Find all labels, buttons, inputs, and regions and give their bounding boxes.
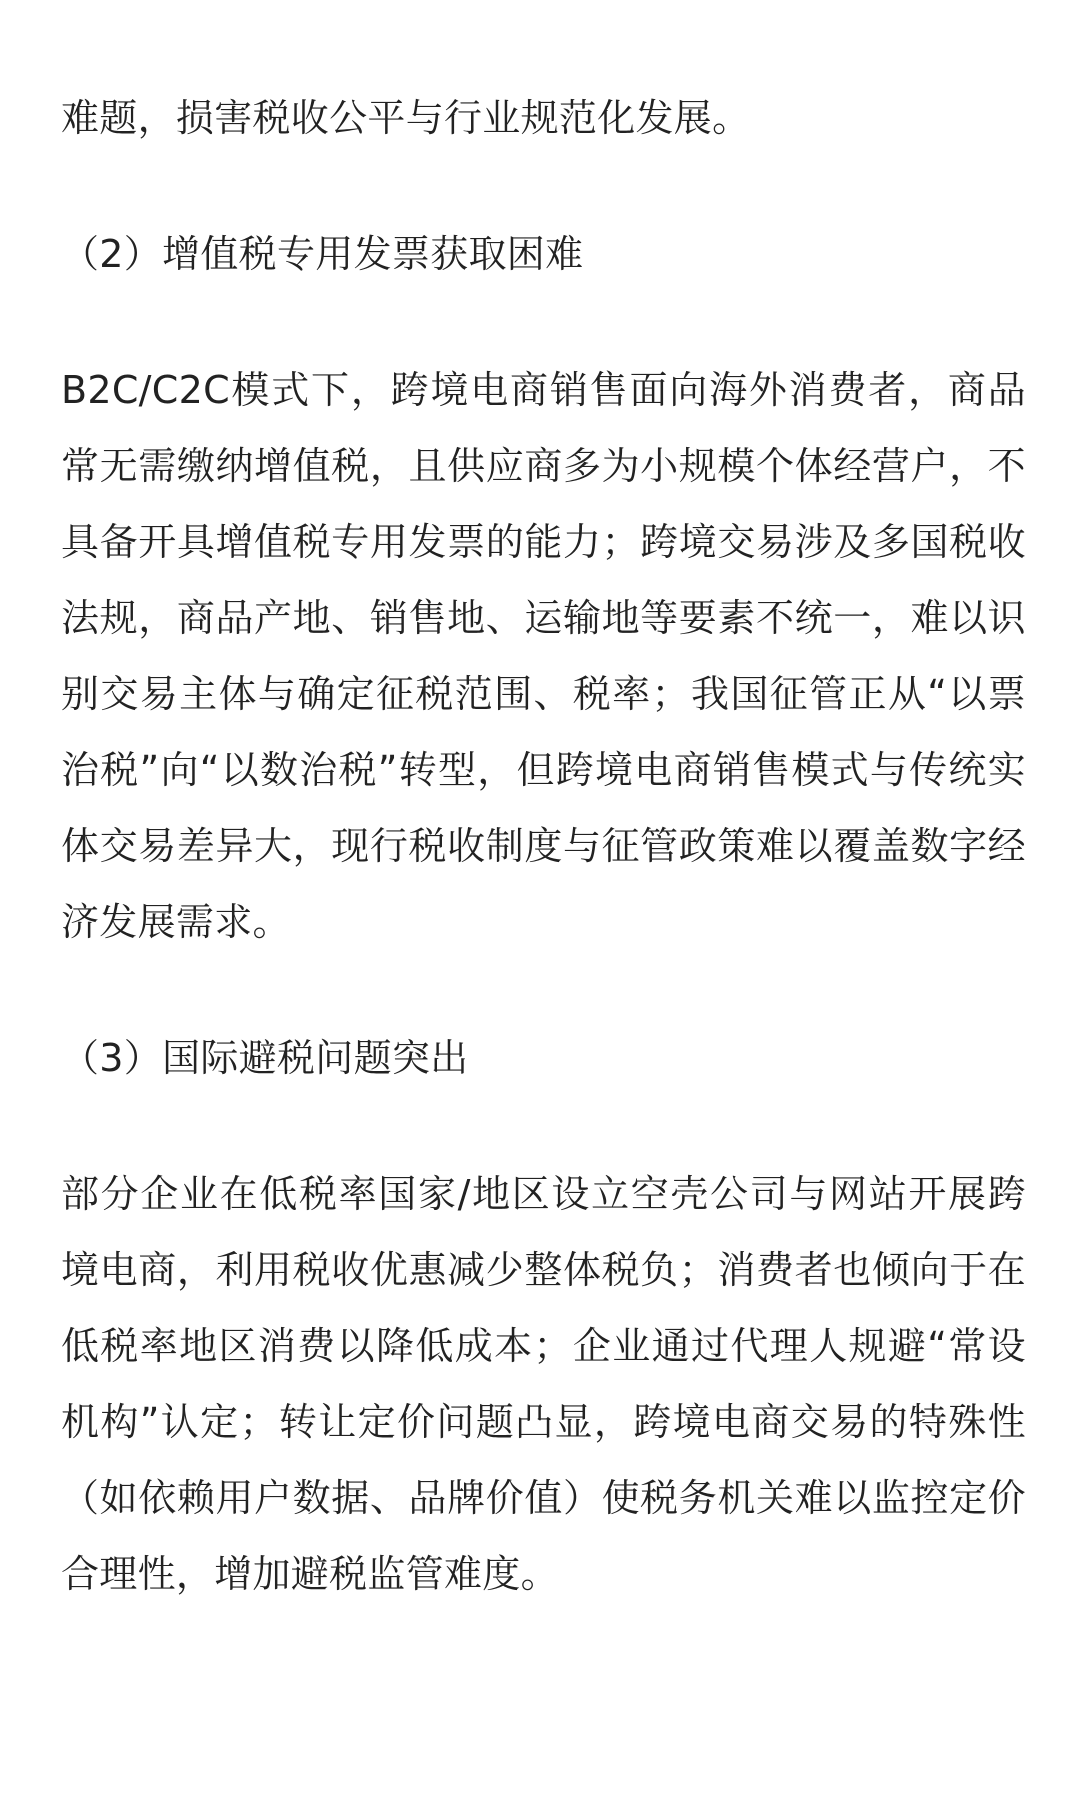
paragraph-continuation: 难题，损害税收公平与行业规范化发展。 [61,96,751,140]
paragraph-gap [61,960,1026,1020]
paragraph-gap [61,1096,1026,1156]
paragraph-gap [61,156,1026,216]
paragraph-vat-invoice: B2C/C2C模式下，跨境电商销售面向海外消费者，商品常无需缴纳增值税，且供应商多为小规模个体经营户，不具备开具增值税专用发票的能力；跨境交易涉及多国税收法规，商品产地、销售地、运输地等要素不统一，难以识别交易主体与确定征税范围、税率；我国征管正从“以票治税”向“以数治税”转型，但跨境电商销售模式与传统实体交易差异大，现行税收制度与征管政策难以覆盖数字经济发展需求。 [61,368,1026,944]
section-heading-vat-invoice: （2）增值税专用发票获取困难 [61,232,584,276]
paragraph-tax-avoidance: 部分企业在低税率国家/地区设立空壳公司与网站开展跨境电商，利用税收优惠减少整体税负；消费者也倾向于在低税率地区消费以降低成本；企业通过代理人规避“常设机构”认定；转让定价问题凸显，跨境电商交易的特殊性（如依赖用户数据、品牌价值）使税务机关难以监控定价合理性，增加避税监管难度。 [61,1172,1026,1596]
article-body [61,80,1026,1612]
paragraph-gap [61,292,1026,352]
section-heading-tax-avoidance: （3）国际避税问题突出 [61,1036,469,1080]
